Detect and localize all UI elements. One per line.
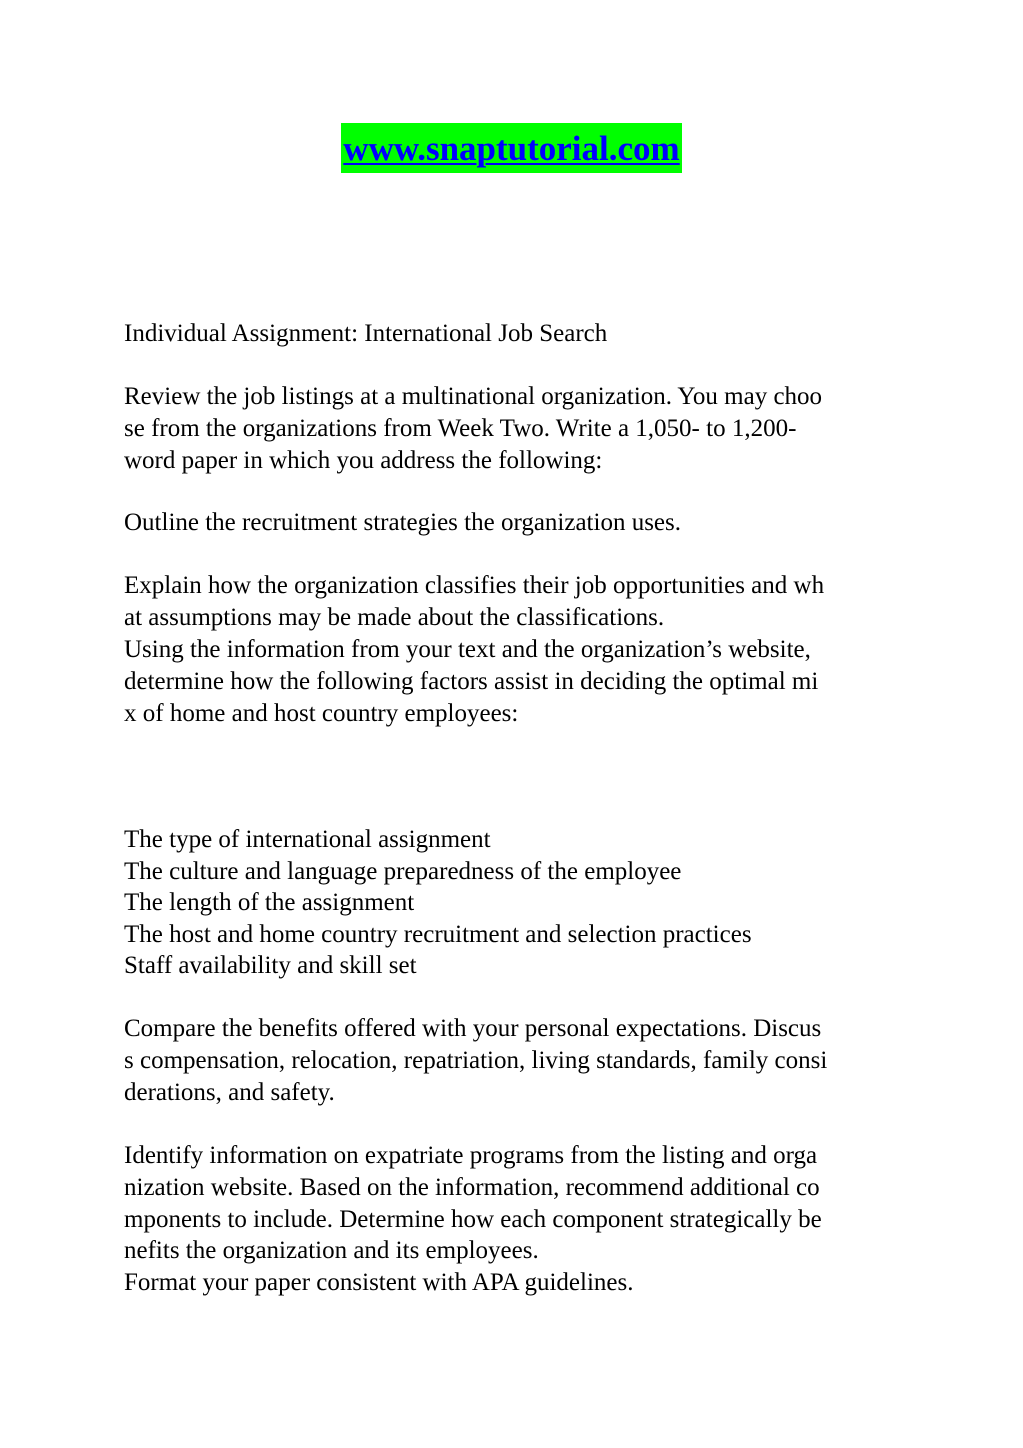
explain-line: Using the information from your text and the organization’s website, (124, 636, 811, 663)
intro-line: se from the organizations from Week Two. Write a 1,050- to 1,200- (124, 415, 797, 442)
intro-line: Review the job listings at a multinational organization. You may choo (124, 383, 823, 410)
factor-item: The culture and language preparedness of the employee (124, 858, 682, 885)
identify-line: mponents to include. Determine how each component strategically be (124, 1206, 822, 1233)
header (0, 123, 1023, 173)
identify-line: nization website. Based on the information, recommend additional co (124, 1174, 820, 1201)
compare-line: s compensation, relocation, repatriation, living standards, family consi (124, 1047, 828, 1074)
factor-item: The length of the assignment (124, 889, 415, 916)
explain-line: x of home and host country employees: (124, 700, 519, 727)
assignment-title: Individual Assignment: International Job Search (124, 320, 608, 347)
intro-line: word paper in which you address the following: (124, 447, 603, 474)
outline-paragraph: Outline the recruitment strategies the organization uses. (124, 509, 682, 536)
factor-item: The host and home country recruitment and selection practices (124, 921, 752, 948)
compare-line: Compare the benefits offered with your personal expectations. Discus (124, 1015, 822, 1042)
website-link[interactable]: www.snaptutorial.com (341, 123, 681, 173)
compare-line: derations, and safety. (124, 1079, 335, 1106)
explain-line: Explain how the organization classifies their job opportunities and wh (124, 572, 825, 599)
identify-line: nefits the organization and its employees. (124, 1237, 539, 1264)
format-line: Format your paper consistent with APA guidelines. (124, 1269, 634, 1296)
explain-line: determine how the following factors assist in deciding the optimal mi (124, 668, 819, 695)
explain-line: at assumptions may be made about the classifications. (124, 604, 665, 631)
factor-item: Staff availability and skill set (124, 952, 417, 979)
factor-item: The type of international assignment (124, 826, 491, 853)
identify-line: Identify information on expatriate programs from the listing and orga (124, 1142, 818, 1169)
